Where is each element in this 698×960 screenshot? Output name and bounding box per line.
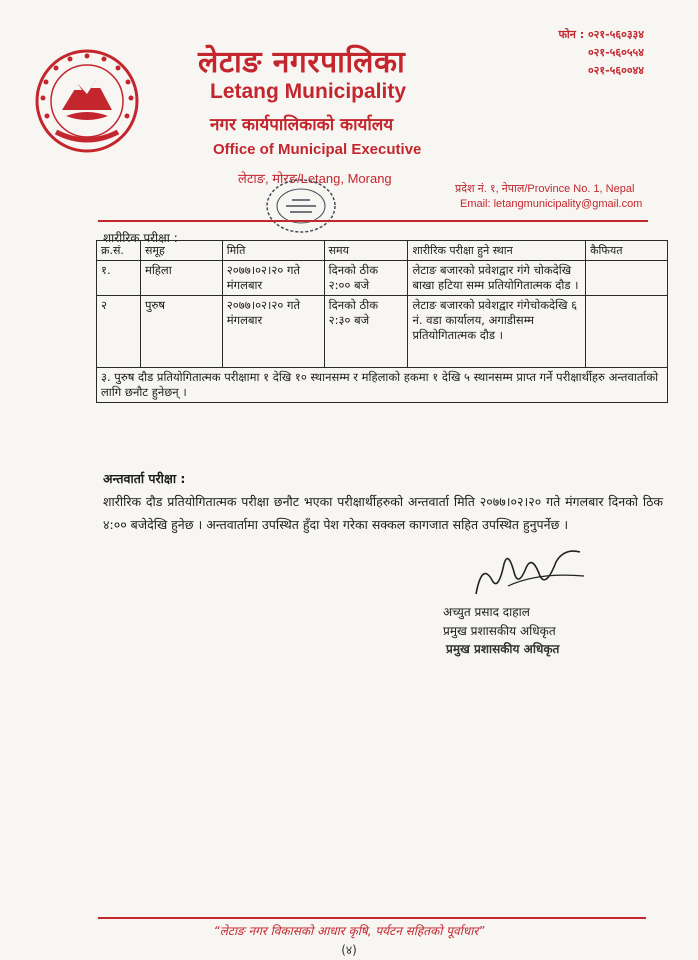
phone-numbers — [536, 26, 644, 80]
cell-sn: १. — [97, 261, 141, 296]
municipality-name-english: Letang Municipality — [210, 80, 407, 103]
cell-place: लेटाङ बजारको प्रवेशद्वार गंगे चोकदेखि बाखा हटिया सम्म प्रतियोगितात्मक दौड । — [408, 261, 586, 296]
province-label: प्रदेश नं. १, नेपाल/Province No. 1, Nepal — [455, 183, 635, 195]
selection-note: ३. पुरुष दौड प्रतियोगितात्मक परीक्षामा १ देखि १० स्थानसम्म र महिलाको हकमा १ देखि ५ स्थानसम्म प्राप्त गर्ने परीक्षार्थीहरु अन्तवार्ताको लागि छनौट हुनेछन् । — [97, 368, 668, 403]
column-header: क्र.सं. — [97, 241, 141, 261]
interview-body: शारीरिक दौड प्रतियोगितात्मक परीक्षा छनौट भएका परीक्षार्थीहरुको अन्तवार्ता मिति २०७७।०२।२० गते मंगलबार दिनको ठिक ४:०० बजेदेखि हुनेछ । अन्तवार्तामा उपस्थित हुँदा पेश गरेका सक्कल कागजात सहित उपस्थित हुनुपर्नेछ । — [103, 494, 663, 532]
column-header: समूह — [140, 241, 222, 261]
physical-exam-title: शारीरिक परीक्षा : — [103, 231, 178, 245]
table-header-row — [97, 241, 668, 261]
cell-remarks — [586, 261, 668, 296]
column-header: समय — [324, 241, 408, 261]
cell-time: दिनको ठीक २:०० बजे — [324, 261, 408, 296]
municipality-emblem-icon — [34, 48, 140, 154]
cell-sn: २ — [97, 296, 141, 368]
cell-place: लेटाङ बजारको प्रवेशद्वार गंगेचोकदेखि ६ नं. वडा कार्यालय, अगाडीसम्म प्रतियोगितात्मक दौड । — [408, 296, 586, 368]
phone-line: फोन : ०२१-५६०३३४ — [558, 28, 644, 41]
header-divider — [98, 220, 648, 222]
table-row — [97, 296, 668, 368]
signatory-role-stamp: प्रमुख प्रशासकीय अधिकृत — [446, 642, 560, 656]
column-header: मिति — [222, 241, 324, 261]
office-location: लेटाङ, मोरङ/Letang, Morang — [238, 171, 392, 186]
cell-group: महिला — [140, 261, 222, 296]
signatory-role: प्रमुख प्रशासकीय अधिकृत — [443, 624, 556, 638]
table-note-row — [97, 368, 668, 403]
physical-exam-table — [96, 240, 668, 403]
cell-date: २०७७।०२।२० गते मंगलबार — [222, 296, 324, 368]
phone-line: ०२१-५६००४४ — [587, 64, 644, 77]
cell-remarks — [586, 296, 668, 368]
signature-icon — [468, 542, 588, 604]
footer-slogan: “लेटाङ नगर विकासको आधार कृषि, पर्यटन सहितको पूर्वाधार” — [213, 924, 485, 938]
email-address[interactable]: Email: letangmunicipality@gmail.com — [460, 198, 643, 210]
cell-time: दिनको ठीक २:३० बजे — [324, 296, 408, 368]
interview-title: अन्तवार्ता परीक्षा : — [103, 471, 186, 486]
cell-date: २०७७।०२।२० गते मंगलबार — [222, 261, 324, 296]
phone-line: ०२१-५६०५५४ — [587, 46, 644, 59]
page-number: (४) — [341, 943, 357, 957]
municipality-name-nepali: लेटाङ नगरपालिका — [198, 45, 406, 80]
office-name-nepali: नगर कार्यपालिकाको कार्यालय — [210, 115, 394, 135]
column-header: शारीरिक परीक्षा हुने स्थान — [408, 241, 586, 261]
column-header: कैफियत — [586, 241, 668, 261]
table-row — [97, 261, 668, 296]
cell-group: पुरुष — [140, 296, 222, 368]
signatory-name: अच्युत प्रसाद दाहाल — [443, 605, 530, 619]
footer-divider — [98, 917, 646, 919]
office-name-english: Office of Municipal Executive — [213, 141, 422, 158]
office-seal-icon — [262, 176, 340, 236]
